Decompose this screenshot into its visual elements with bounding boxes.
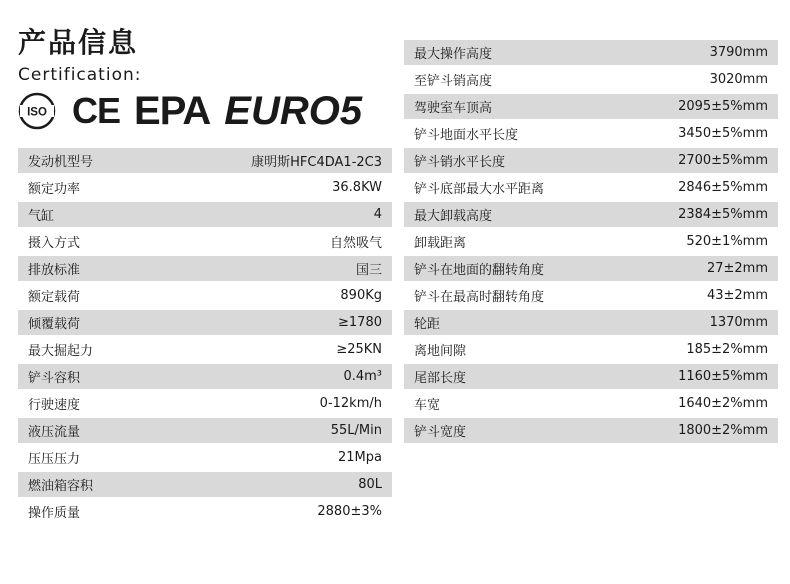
spec-value: 自然吸气 [329, 236, 382, 251]
spec-value: 4 [373, 207, 382, 222]
right-spec-table [404, 40, 778, 445]
epa-mark: EPA [134, 89, 211, 133]
spec-row [404, 283, 778, 308]
spec-value: 2700±5%mm [678, 153, 768, 168]
spec-label: 铲斗底部最大水平距离 [414, 182, 545, 197]
spec-value: ≥1780 [338, 315, 382, 330]
spec-value: 55L/Min [330, 423, 382, 438]
ce-mark: CE [72, 90, 121, 131]
spec-row [404, 310, 778, 335]
spec-row [18, 364, 392, 389]
spec-row [404, 67, 778, 92]
spec-value: 2095±5%mm [678, 99, 768, 114]
spec-row [18, 256, 392, 281]
spec-label: 发动机型号 [28, 155, 94, 170]
spec-value: 36.8KW [332, 180, 382, 195]
spec-label: 倾覆载荷 [28, 317, 81, 332]
spec-row [404, 94, 778, 119]
spec-row [404, 418, 778, 443]
spec-value: 27±2mm [706, 261, 768, 276]
spec-value: 3020mm [709, 72, 768, 87]
spec-row [404, 229, 778, 254]
spec-row [404, 391, 778, 416]
spec-label: 摄入方式 [28, 236, 81, 251]
spec-label: 车宽 [414, 398, 441, 413]
spec-value: 2846±5%mm [678, 180, 768, 195]
spec-row [18, 283, 392, 308]
spec-label: 驾驶室车顶高 [414, 101, 493, 116]
spec-label: 最大操作高度 [414, 47, 493, 62]
spec-label: 铲斗在地面的翻转角度 [414, 263, 545, 278]
spec-row [18, 445, 392, 470]
spec-row [18, 148, 392, 173]
spec-row [18, 229, 392, 254]
spec-row [404, 40, 778, 65]
spec-value: 国三 [355, 263, 382, 278]
spec-label: 卸载距离 [414, 236, 467, 251]
spec-label: 至铲斗销高度 [414, 74, 493, 89]
spec-label: 最大卸载高度 [414, 209, 493, 224]
spec-row [404, 148, 778, 173]
spec-value: 康明斯HFC4DA1-2C3 [251, 155, 382, 170]
iso-logo-icon [18, 92, 56, 130]
spec-value: ≥25KN [336, 342, 382, 357]
spec-label: 铲斗容积 [28, 371, 81, 386]
spec-value: 2880±3% [317, 504, 382, 519]
spec-value: 3450±5%mm [678, 126, 768, 141]
spec-row [18, 175, 392, 200]
spec-row [404, 202, 778, 227]
page-title: 产品信息 [18, 26, 139, 59]
spec-row [404, 337, 778, 362]
spec-label: 铲斗销水平长度 [414, 155, 506, 170]
spec-value: 1640±2%mm [678, 396, 768, 411]
spec-label: 离地间隙 [414, 344, 467, 359]
spec-label: 燃油箱容积 [28, 479, 94, 494]
spec-label: 铲斗宽度 [414, 425, 467, 440]
spec-label: 排放标准 [28, 263, 81, 278]
iso-logo-text: ISO [27, 106, 47, 119]
spec-label: 铲斗在最高时翻转角度 [414, 290, 545, 305]
spec-row [404, 364, 778, 389]
spec-label: 液压流量 [28, 425, 81, 440]
spec-label: 尾部长度 [414, 371, 467, 386]
spec-row [18, 499, 392, 524]
spec-value: 890Kg [340, 288, 382, 303]
spec-value: 1160±5%mm [678, 369, 768, 384]
spec-label: 额定功率 [28, 182, 81, 197]
spec-value: 3790mm [709, 45, 768, 60]
spec-row [18, 391, 392, 416]
spec-value: 0.4m³ [343, 369, 382, 384]
spec-value: 2384±5%mm [678, 207, 768, 222]
spec-row [18, 310, 392, 335]
spec-value: 43±2mm [706, 288, 768, 303]
spec-value: 0-12km/h [319, 396, 382, 411]
spec-value: 1370mm [709, 315, 768, 330]
spec-label: 最大掘起力 [28, 344, 94, 359]
spec-value: 80L [358, 477, 382, 492]
spec-row [18, 472, 392, 497]
spec-row [18, 202, 392, 227]
spec-value: 185±2%mm [686, 342, 768, 357]
spec-row [404, 121, 778, 146]
spec-label: 压压压力 [28, 452, 81, 467]
spec-label: 铲斗地面水平长度 [414, 128, 519, 143]
spec-label: 轮距 [414, 317, 441, 332]
spec-label: 操作质量 [28, 506, 81, 521]
spec-row [18, 337, 392, 362]
spec-label: 额定载荷 [28, 290, 81, 305]
spec-row [404, 175, 778, 200]
spec-label: 气缸 [28, 209, 55, 224]
certification-logos [18, 88, 362, 134]
spec-value: 1800±2%mm [678, 423, 768, 438]
spec-row [404, 256, 778, 281]
euro5-mark: EURO5 [224, 89, 363, 133]
spec-value: 21Mpa [338, 450, 382, 465]
spec-value: 520±1%mm [686, 234, 768, 249]
spec-label: 行驶速度 [28, 398, 81, 413]
certification-heading: Certification: [18, 65, 142, 85]
left-spec-table [18, 148, 392, 526]
spec-row [18, 418, 392, 443]
